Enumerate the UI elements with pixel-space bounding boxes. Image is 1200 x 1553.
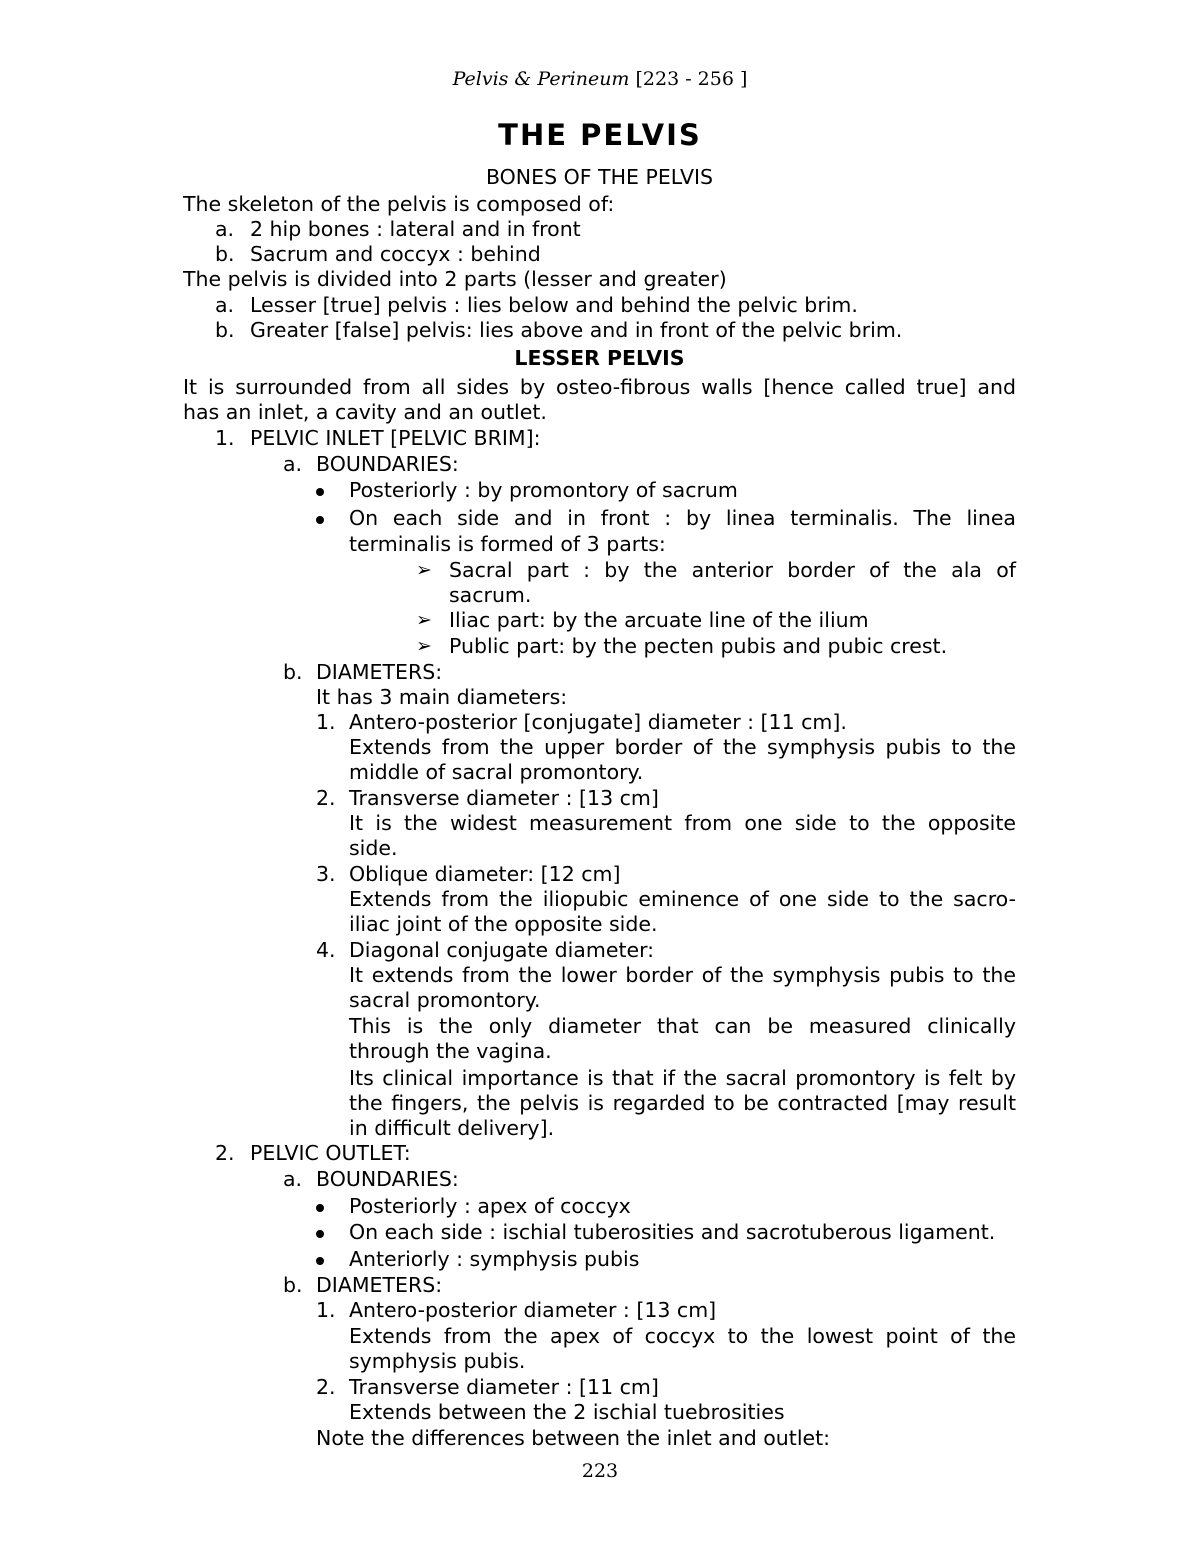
diameter-line: This is the only diameter that can be measured clinically bbox=[349, 1014, 1016, 1038]
diameter-line: Antero-posterior [conjugate] diameter : [11 cm]. bbox=[349, 710, 847, 734]
bullet-item: On each side : ischial tuberosities and sacrotuberous ligament. bbox=[349, 1220, 996, 1244]
diameter-line: side. bbox=[349, 836, 398, 860]
page-number: 223 bbox=[581, 1460, 619, 1482]
inlet-boundaries-heading: BOUNDARIES: bbox=[316, 452, 459, 476]
bones-intro: The skeleton of the pelvis is composed of: bbox=[183, 192, 615, 216]
list-marker: 4. bbox=[316, 938, 336, 962]
bullet-item: On each side and in front : by linea terminalis. The linea bbox=[349, 506, 1016, 530]
list-marker: b. bbox=[215, 318, 235, 342]
diameter-line: iliac joint of the opposite side. bbox=[349, 912, 658, 936]
diameter-line: Extends from the upper border of the symphysis pubis to the bbox=[349, 735, 1016, 759]
diameter-line: Diagonal conjugate diameter: bbox=[349, 938, 655, 962]
diameter-line: sacral promontory. bbox=[349, 988, 541, 1012]
list-marker: 1. bbox=[316, 710, 336, 734]
list-marker: b. bbox=[283, 660, 303, 684]
list-item: Lesser [true] pelvis : lies below and behind the pelvic brim. bbox=[250, 293, 858, 317]
diameter-line: Oblique diameter: [12 cm] bbox=[349, 862, 621, 886]
list-marker: 1. bbox=[215, 426, 235, 450]
running-header bbox=[0, 68, 1200, 90]
bullet-item-continuation: terminalis is formed of 3 parts: bbox=[349, 532, 666, 556]
list-marker: 3. bbox=[316, 862, 336, 886]
sub-bullet-item: Iliac part: by the arcuate line of the ilium bbox=[449, 608, 869, 632]
chapter-title: Pelvis & Perineum bbox=[452, 68, 630, 90]
list-marker: 2. bbox=[316, 786, 336, 810]
arrow-bullet-icon: ➢ bbox=[416, 609, 432, 631]
diameter-line: Transverse diameter : [13 cm] bbox=[349, 786, 659, 810]
list-marker: a. bbox=[283, 1167, 303, 1191]
outlet-heading: PELVIC OUTLET: bbox=[250, 1141, 411, 1165]
arrow-bullet-icon: ➢ bbox=[416, 635, 432, 657]
diameters-intro: It has 3 main diameters: bbox=[316, 685, 568, 709]
diameter-line: Extends from the apex of coccyx to the lowest point of the bbox=[349, 1324, 1016, 1348]
bullet-icon bbox=[316, 1204, 324, 1212]
diameter-line: the fingers, the pelvis is regarded to be contracted [may result bbox=[349, 1091, 1016, 1115]
lesser-intro-line: has an inlet, a cavity and an outlet. bbox=[183, 400, 547, 424]
sub-bullet-item: Sacral part : by the anterior border of the ala of bbox=[449, 558, 1016, 582]
diameter-line: Its clinical importance is that if the sacral promontory is felt by bbox=[349, 1066, 1016, 1090]
outlet-diameters-heading: DIAMETERS: bbox=[316, 1273, 443, 1297]
sub-bullet-continuation: sacrum. bbox=[449, 583, 532, 607]
bullet-icon bbox=[316, 1257, 324, 1265]
bullet-icon bbox=[316, 516, 324, 524]
diameter-line: through the vagina. bbox=[349, 1039, 552, 1063]
bullet-icon bbox=[316, 1230, 324, 1238]
list-item: Sacrum and coccyx : behind bbox=[250, 242, 541, 266]
bullet-item: Anteriorly : symphysis pubis bbox=[349, 1247, 640, 1271]
diameter-line: Extends from the iliopubic eminence of one side to the sacro- bbox=[349, 887, 1016, 911]
sub-bullet-item: Public part: by the pecten pubis and pubic crest. bbox=[449, 634, 948, 658]
list-marker: 2. bbox=[215, 1141, 235, 1165]
list-marker: a. bbox=[215, 217, 235, 241]
section-heading-lesser: LESSER PELVIS bbox=[514, 346, 685, 370]
diameter-line: symphysis pubis. bbox=[349, 1349, 526, 1373]
inlet-heading: PELVIC INLET [PELVIC BRIM]: bbox=[250, 426, 541, 450]
list-marker: a. bbox=[215, 293, 235, 317]
list-marker: 2. bbox=[316, 1375, 336, 1399]
list-marker: b. bbox=[283, 1273, 303, 1297]
inlet-diameters-heading: DIAMETERS: bbox=[316, 660, 443, 684]
section-heading-bones: BONES OF THE PELVIS bbox=[485, 165, 714, 189]
note-line: Note the differences between the inlet and outlet: bbox=[316, 1426, 831, 1450]
list-marker: 1. bbox=[316, 1298, 336, 1322]
list-marker: b. bbox=[215, 242, 235, 266]
diameter-line: Antero-posterior diameter : [13 cm] bbox=[349, 1298, 717, 1322]
bullet-item: Posteriorly : apex of coccyx bbox=[349, 1194, 631, 1218]
bullet-item: Posteriorly : by promontory of sacrum bbox=[349, 478, 738, 502]
parts-intro: The pelvis is divided into 2 parts (lesser and greater) bbox=[183, 267, 727, 291]
bullet-icon bbox=[316, 488, 324, 496]
arrow-bullet-icon: ➢ bbox=[416, 559, 432, 581]
page-range: [223 - 256 ] bbox=[635, 68, 748, 90]
diameter-line: It extends from the lower border of the symphysis pubis to the bbox=[349, 963, 1016, 987]
diameter-line: Extends between the 2 ischial tuebrosities bbox=[349, 1400, 785, 1424]
list-item: Greater [false] pelvis: lies above and in front of the pelvic brim. bbox=[250, 318, 903, 342]
list-marker: a. bbox=[283, 452, 303, 476]
diameter-line: It is the widest measurement from one side to the opposite bbox=[349, 811, 1016, 835]
list-item: 2 hip bones : lateral and in front bbox=[250, 217, 581, 241]
page-title: THE PELVIS bbox=[498, 118, 702, 152]
diameter-line: Transverse diameter : [11 cm] bbox=[349, 1375, 659, 1399]
diameter-line: in difficult delivery]. bbox=[349, 1116, 555, 1140]
diameter-line: middle of sacral promontory. bbox=[349, 760, 644, 784]
outlet-boundaries-heading: BOUNDARIES: bbox=[316, 1167, 459, 1191]
lesser-intro-line: It is surrounded from all sides by osteo-fibrous walls [hence called true] and bbox=[183, 375, 1016, 399]
